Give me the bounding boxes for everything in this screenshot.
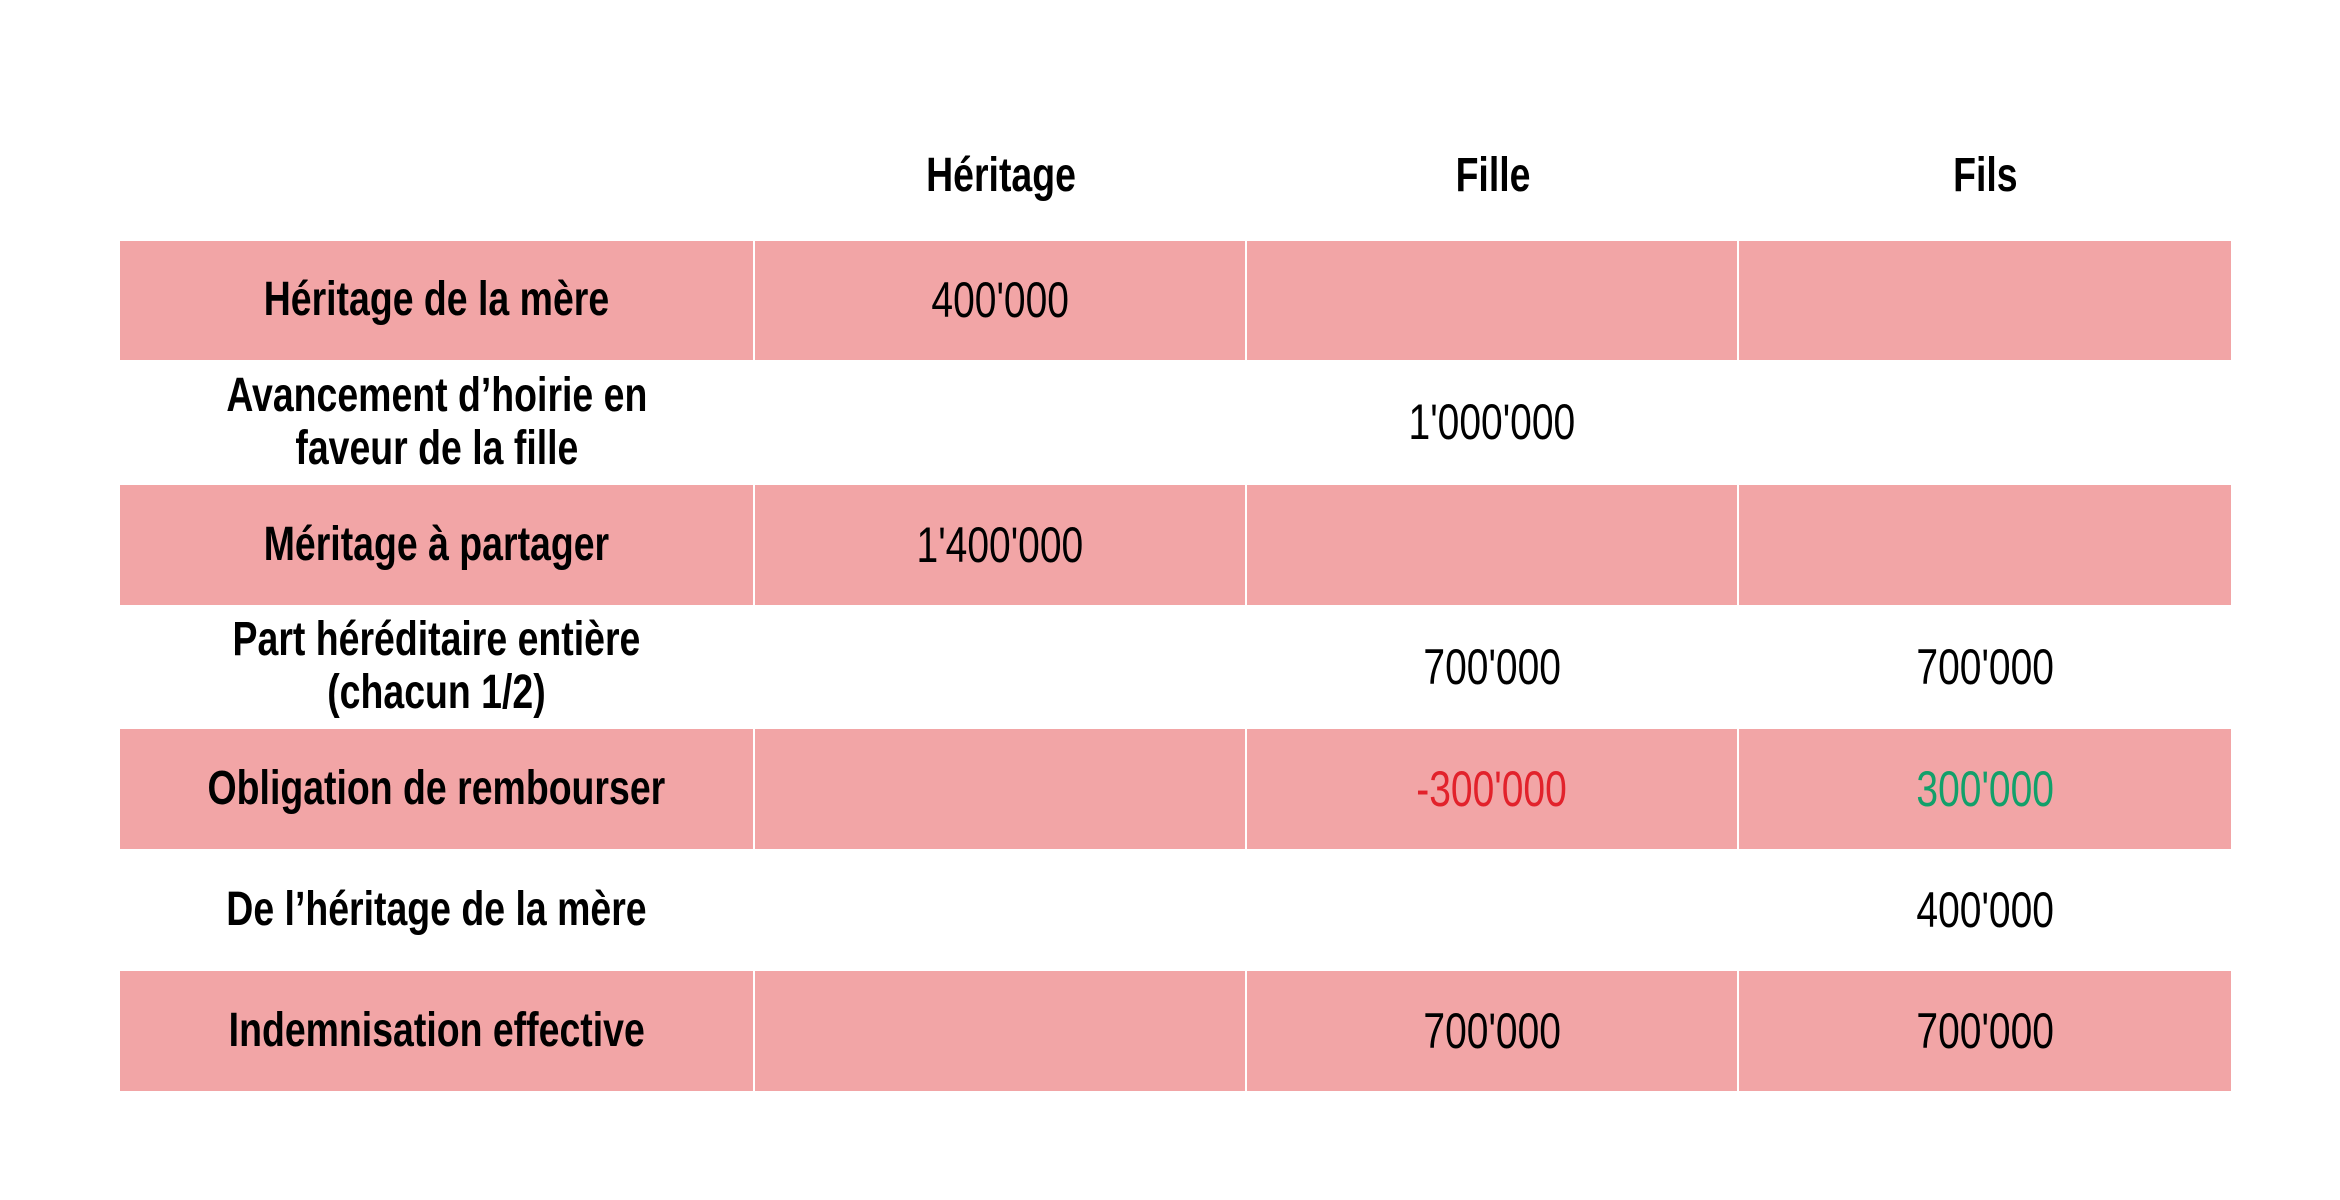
table-row (120, 360, 2231, 485)
cell-fils (1739, 485, 2231, 605)
table-row (120, 605, 2231, 729)
cell-heritage (755, 605, 1247, 729)
table-row (120, 849, 2231, 971)
cell-heritage (755, 729, 1247, 849)
cell-heritage (755, 971, 1247, 1091)
column-header-heritage: Héritage (926, 148, 1076, 202)
row-label: Obligation de rembourser (120, 729, 755, 849)
cell-fille: 1'000'000 (1247, 360, 1739, 485)
cell-fille (1247, 241, 1739, 360)
row-label: Part héréditaire entière (chacun 1/2) (120, 605, 755, 729)
row-label: Méritage à partager (120, 485, 755, 605)
cell-heritage (755, 360, 1247, 485)
cell-heritage: 400'000 (755, 241, 1247, 360)
cell-fils: 700'000 (1739, 971, 2231, 1091)
table-row (120, 729, 2231, 849)
cell-fils-positive: 300'000 (1739, 729, 2231, 849)
cell-fils: 400'000 (1916, 881, 2054, 938)
table-row (120, 241, 2231, 360)
table-row (120, 485, 2231, 605)
cell-fille-negative: -300'000 (1247, 729, 1739, 849)
table-row (120, 971, 2231, 1091)
row-label: De l’héritage de la mère (120, 849, 755, 971)
cell-fils: 700'000 (1916, 638, 2054, 695)
cell-fils (1739, 360, 2231, 485)
cell-fille: 700'000 (1247, 605, 1739, 729)
cell-fille (1247, 485, 1739, 605)
column-header-fille: Fille (1455, 148, 1531, 202)
column-header-fils: Fils (1952, 148, 2018, 202)
cell-heritage (755, 849, 1247, 971)
cell-heritage: 1'400'000 (755, 485, 1247, 605)
row-label: Héritage de la mère (120, 241, 755, 360)
row-label: Avancement d’hoirie en faveur de la fille (120, 360, 755, 485)
cell-fille: 700'000 (1247, 971, 1739, 1091)
cell-fils (1739, 241, 2231, 360)
row-label: Indemnisation effective (120, 971, 755, 1091)
cell-fille (1247, 849, 1739, 971)
inheritance-table (120, 241, 2231, 1091)
